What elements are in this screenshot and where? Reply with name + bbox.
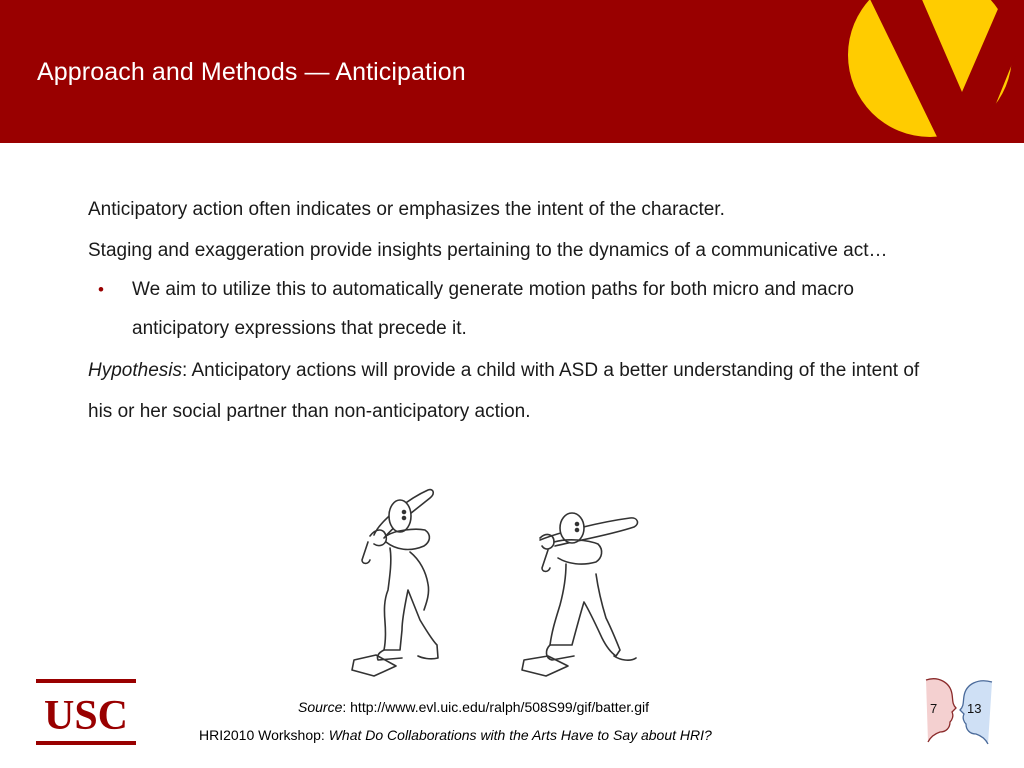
batter-figure-2 <box>522 513 637 676</box>
bullet-motion-paths <box>88 271 948 348</box>
bullet-text: We aim to utilize this to automatically generate motion paths for both micro and macro anticipatory expressions that precede it. <box>132 279 854 339</box>
slide-body <box>88 189 948 432</box>
hypothesis-label: Hypothesis <box>88 360 182 381</box>
usc-logo <box>36 679 136 745</box>
source-url: : http://www.evl.uic.edu/ralph/508S99/gif/batter.gif <box>342 699 649 715</box>
page-current: 7 <box>930 701 938 716</box>
workshop-prefix: HRI2010 Workshop: <box>199 727 329 743</box>
bullet-marker: • <box>98 280 104 299</box>
paragraph-staging: Staging and exaggeration provide insights pertaining to the dynamics of a communicative act… <box>88 240 888 261</box>
batter-sketch-icon <box>340 480 670 680</box>
hypothesis-text: : Anticipatory actions will provide a child with ASD a better understanding of the intent of his or her social partner than non-anticipatory action. <box>88 360 920 422</box>
paragraph-anticipatory: Anticipatory action often indicates or emphasizes the intent of the character. <box>88 199 725 220</box>
usc-logo-text: USC <box>43 693 129 739</box>
image-source <box>298 699 649 715</box>
workshop-footer <box>199 727 712 743</box>
batter-figure-1 <box>352 490 438 676</box>
title-bar <box>0 0 1024 143</box>
page-total: 13 <box>967 701 982 716</box>
paragraph-hypothesis <box>88 350 948 432</box>
slide-title: Approach and Methods — Anticipation <box>37 58 466 86</box>
workshop-title: What Do Collaborations with the Arts Have to Say about HRI? <box>328 727 712 743</box>
source-label: Source <box>298 699 343 715</box>
